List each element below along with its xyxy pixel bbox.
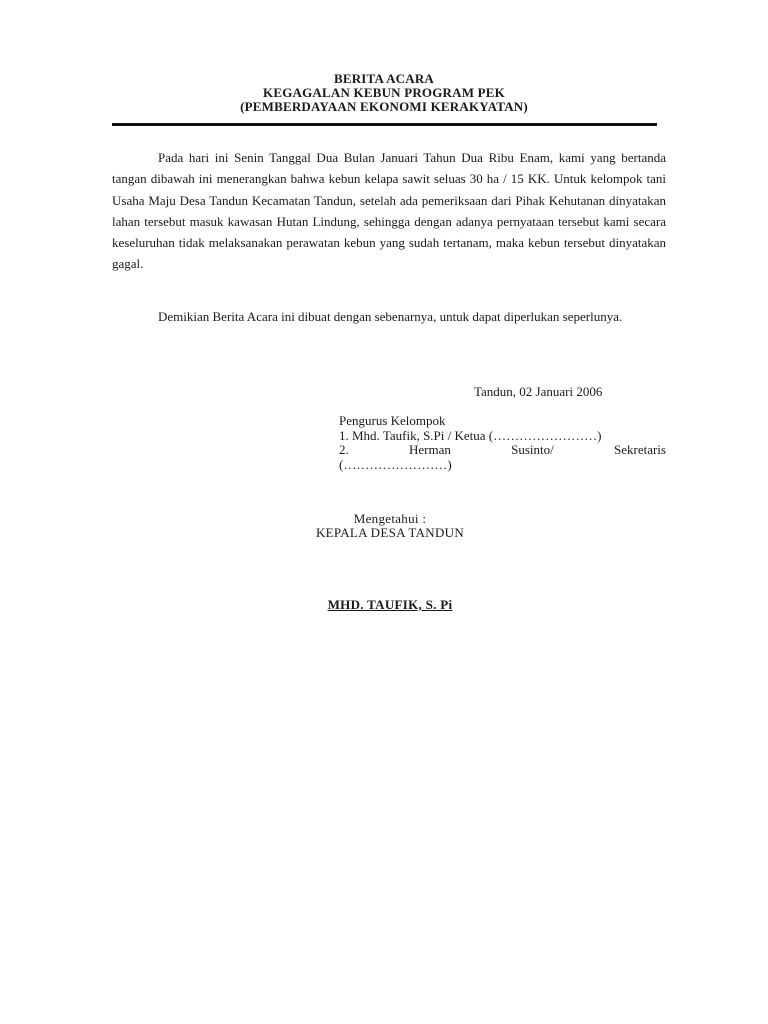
officer-first-name: Herman [409, 442, 451, 457]
officer-chairman: 1. Mhd. Taufik, S.Pi / Ketua (……………………) [339, 427, 602, 443]
approval-position: KEPALA DESA TANDUN [315, 525, 465, 540]
header-divider [112, 123, 657, 126]
officer-secretary-signature: (……………………) [339, 456, 452, 472]
header-program-name: (PEMBERDAYAAN EKONOMI KERAKYATAN) [240, 99, 528, 114]
place-date: Tandun, 02 Januari 2006 [474, 384, 603, 399]
approval-block [290, 512, 490, 540]
officer-role: Sekretaris [614, 442, 666, 457]
approval-label: Mengetahui : [353, 511, 427, 526]
paragraph-text: Demikian Berita Acara ini dibuat dengan sebenarnya, untuk dapat diperlukan seperlunya. [158, 309, 623, 324]
header-title: BERITA ACARA [333, 71, 435, 86]
body-paragraph-1 [112, 147, 666, 275]
paragraph-text: Pada hari ini Senin Tanggal Dua Bulan Januari Tahun Dua Ribu Enam, kami yang bertanda tangan dibawah ini menerangkan bahwa kebun kelapa sawit seluas 30 ha / 15 KK. Untuk kelompok tani Usaha Maju Desa Tandun Kecamatan Tandun, setelah ada pemeriksaan dari Pihak Kehutanan dinyatakan lahan tersebut masuk kawasan Hutan Lindung, sehingga dengan adanya pernyataan tersebut kami secara keseluruhan tidak melaksanakan perawatan kebun yang sudah tertanam, maka kebun tersebut dinyatakan gagal. [112, 150, 666, 272]
document-header [112, 72, 656, 114]
group-officers [339, 414, 666, 472]
officer-last-name: Susinto/ [511, 442, 554, 457]
body-paragraph-2 [112, 306, 666, 327]
officers-title: Pengurus Kelompok [339, 413, 446, 428]
header-subtitle: KEGAGALAN KEBUN PROGRAM PEK [263, 85, 505, 100]
officer-number: 2. [339, 442, 349, 457]
officer-secretary [339, 443, 666, 458]
signatory-name: MHD. TAUFIK, S. Pi [327, 597, 453, 612]
